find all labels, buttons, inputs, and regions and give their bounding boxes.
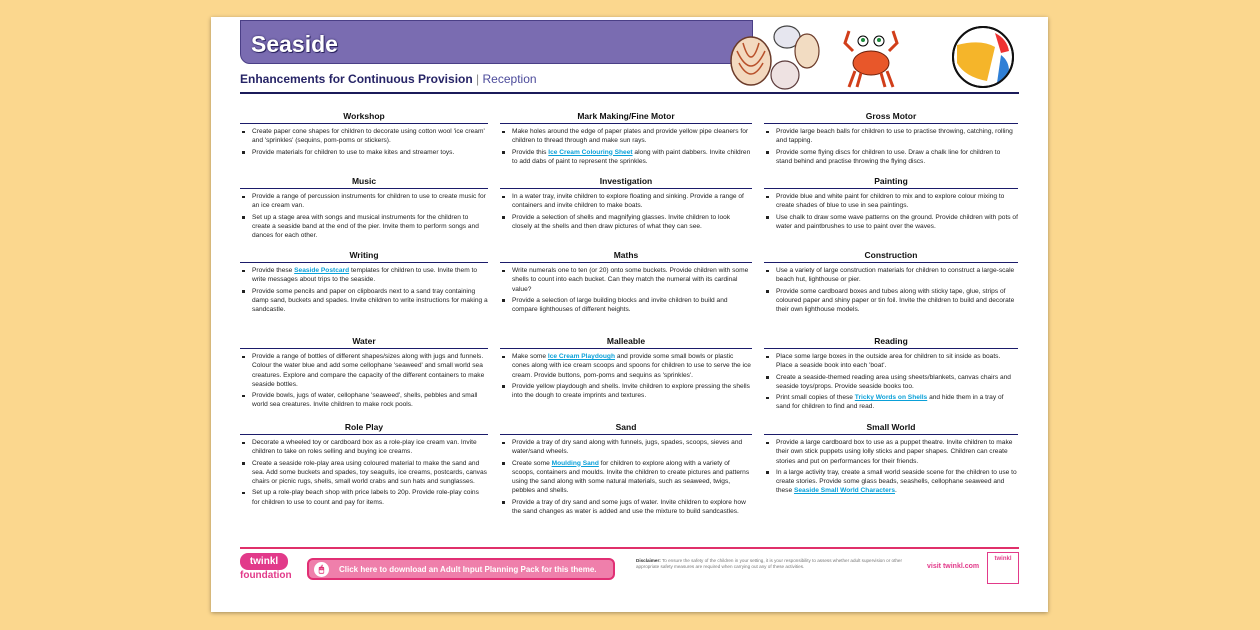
section-heading: Malleable [500, 336, 752, 349]
subtitle: Enhancements for Continuous Provision | Reception [240, 72, 537, 86]
subtitle-main: Enhancements for Continuous Provision [240, 72, 473, 86]
section-maths [500, 250, 752, 316]
list-item [764, 287, 1018, 315]
subtitle-level: Reception [482, 72, 537, 86]
item-text: In a large activity tray, create a small world seaside scene for the children to use to create stories. Provide some glass beads, seashells, cellophane seaweed and these [776, 468, 1017, 495]
title-banner [240, 20, 753, 64]
beach-ball-illustration [951, 25, 1015, 89]
list-item [500, 438, 752, 457]
item-text: Print small copies of these [776, 394, 855, 402]
list-item [764, 373, 1018, 392]
section-heading: Small World [764, 422, 1018, 435]
section-heading: Reading [764, 336, 1018, 349]
item-text: Provide this [512, 148, 549, 156]
item-text: for children to explore along with a variety of scoops, containers and moulds. Invite the children to create pictures and patterns using the sand along with some natural materials, such as seaweed, twigs, pebbles and shells. [512, 459, 750, 495]
item-text: Provide a range of percussion instruments for children to use to create music for an ice cream van. [252, 193, 486, 210]
list-item [240, 266, 488, 285]
section-heading: Construction [764, 250, 1018, 263]
section-heading: Water [240, 336, 488, 349]
item-text: Create paper cone shapes for children to decorate using cotton wool 'ice cream' and 'sprinkles' (sequins, pom-poms or stickers). [252, 128, 485, 145]
activity-list [764, 266, 1018, 314]
item-text: Create a seaside role-play area using coloured material to make the sand and sea. Add some buckets and spades, toy seagulls, ice creams, postcards, canvas chairs or picnic rugs, shells, small world crabs and sun hats and sunglasses. [252, 459, 487, 486]
resource-link[interactable]: Seaside Small World Characters [793, 487, 895, 495]
section-water [240, 336, 488, 412]
item-text: Provide a tray of dry sand along with funnels, jugs, spades, scoops, sieves and water/sand wheels. [512, 439, 743, 456]
item-text: Make holes around the edge of paper plates and provide yellow pipe cleaners for children to thread through and make sun rays. [512, 128, 749, 145]
visit-twinkl-link[interactable]: visit twinkl.com [927, 563, 980, 570]
list-item [500, 382, 752, 401]
list-item [764, 468, 1018, 496]
section-heading: Workshop [240, 111, 488, 124]
list-item [500, 192, 752, 211]
item-text: and provide some small bowls or plastic cones along with ice cream scoops and spoons for children to use to serve the ice cream. Provide buttons, pom-poms and sequins as 'sprinkles'. [512, 353, 751, 379]
item-text: In a water tray, invite children to explore floating and sinking. Provide a range of containers and invite children to make boats. [512, 193, 744, 210]
list-item [764, 148, 1018, 167]
list-item [764, 352, 1018, 371]
item-text: Provide some flying discs for children to use. Draw a chalk line for children to stand behind and practise throwing the flying discs. [776, 148, 1001, 165]
list-item [500, 498, 752, 517]
list-item [240, 287, 488, 315]
activity-list [500, 192, 752, 231]
activity-list [500, 352, 752, 400]
list-item [240, 438, 488, 457]
activity-list [240, 127, 488, 157]
list-item [764, 127, 1018, 146]
list-item [500, 266, 752, 294]
item-text: Provide a selection of large building blocks and invite children to build and compare lighthouses of different heights. [512, 296, 728, 314]
section-heading: Maths [500, 250, 752, 263]
section-heading: Sand [500, 422, 752, 435]
list-item [240, 192, 488, 211]
list-item [500, 296, 752, 315]
item-text: Provide blue and white paint for children to mix and to explore colour mixing to create shades of blue to use in sea paintings. [776, 193, 1005, 210]
item-text: along with paint dabbers. Invite children to add dabs of paint to represent the sprinkles. [512, 148, 751, 165]
item-text: Provide a range of bottles of different shapes/sizes along with jugs and funnels. Colour the water blue and add some cellophane 'seaweed' and small world sea creatures. Explore and compare the capacity of the different containers to make seaside bottles. [252, 353, 485, 388]
item-text: . [895, 487, 897, 495]
twinkl-badge-logo: twinkl [987, 552, 1019, 584]
list-item [500, 213, 752, 232]
list-item [240, 148, 488, 157]
list-item [764, 213, 1018, 232]
section-investigation [500, 176, 752, 233]
shells-illustration [729, 21, 821, 91]
header-rule [240, 92, 1019, 94]
activity-list [500, 266, 752, 314]
list-item [240, 391, 488, 410]
section-workshop [240, 111, 488, 159]
item-text: Provide yellow playdough and shells. Invite children to explore pressing the shells into the dough to create imprints and textures. [512, 382, 750, 400]
item-text: Provide bowls, jugs of water, cellophane 'seaweed', shells, pebbles and small world sea creatures. Invite children to make rock pools. [252, 392, 478, 409]
item-text: Provide these [252, 267, 295, 274]
item-text: Provide some cardboard boxes and tubes along with sticky tape, glue, strips of coloured paper and shiny paper or tin foil. Invite the children to build and decorate their own lighthouse models. [776, 287, 1015, 314]
activity-list [240, 192, 488, 240]
section-heading: Investigation [500, 176, 752, 189]
section-construction [764, 250, 1018, 316]
item-text: Provide materials for children to use to make kites and streamer toys. [252, 148, 455, 156]
section-writing [240, 250, 488, 316]
page-title: Seaside [251, 31, 338, 57]
item-text: Make some [512, 353, 548, 360]
item-text: Provide a large cardboard box to use as a puppet theatre. Invite children to make their own stick puppets using lolly sticks and paper shapes. Children can create stories and put on performances for their friends. [776, 439, 1013, 465]
resource-link[interactable]: Moulding Sand [551, 459, 599, 467]
download-button-label: Click here to download an Adult Input Planning Pack for this theme. [339, 564, 597, 574]
activity-list [240, 352, 488, 410]
section-heading: Gross Motor [764, 111, 1018, 124]
item-text: Provide some pencils and paper on clipboards next to a sand tray containing damp sand, buckets and spades. Invite children to write instructions for making a sandcastle. [252, 287, 488, 314]
item-text: Provide a selection of shells and magnifying glasses. Invite children to look closely at the shells and then draw pictures of what they can see. [512, 213, 731, 230]
list-item [764, 393, 1018, 412]
download-planning-pack-button[interactable] [307, 558, 615, 580]
activity-list [764, 438, 1018, 496]
item-text: Write numerals one to ten (or 20) onto some buckets. Provide children with some shells to count into each bucket. Can they match the numeral with its cardinal value? [512, 267, 749, 293]
list-item [240, 213, 488, 241]
resource-link[interactable]: Tricky Words on Shells [854, 394, 928, 402]
item-text: templates for children to use. Invite them to write messages about trips to the seaside. [252, 267, 478, 284]
item-text: Decorate a wheeled toy or cardboard box as a role-play ice cream van. Invite children to take on roles selling and buying ice creams. [252, 439, 477, 456]
resource-link[interactable]: Seaside Postcard [294, 267, 350, 274]
list-item [764, 438, 1018, 466]
section-heading: Painting [764, 176, 1018, 189]
mouse-icon: 🖱 [314, 562, 329, 577]
item-text: Use chalk to draw some wave patterns on the ground. Provide children with pots of water and paintbrushes to use to paint over the waves. [776, 213, 1018, 230]
activity-list [500, 438, 752, 516]
document-page [211, 17, 1048, 612]
list-item [500, 352, 752, 380]
section-gross-motor [764, 111, 1018, 168]
list-item [500, 127, 752, 146]
section-heading: Writing [240, 250, 488, 263]
section-mark-making-fine-motor [500, 111, 752, 168]
item-text: Provide a tray of dry sand and some jugs of water. Invite children to explore how the sand changes as water is added and use the mixture to build sandcastles. [512, 498, 746, 516]
item-text: Provide large beach balls for children to use to practise throwing, catching, rolling and tapping. [776, 128, 1013, 145]
list-item [764, 192, 1018, 211]
list-item [240, 127, 488, 146]
disclaimer: Disclaimer: To ensure the safety of the children in your setting, it is your responsibility to assess whether adult supervision or other appropriate safety measures are required when carrying out any of these activities. [636, 558, 902, 569]
section-heading: Music [240, 176, 488, 189]
twinkl-foundation-logo[interactable]: twinkl foundation [240, 553, 288, 591]
section-music [240, 176, 488, 242]
list-item [764, 266, 1018, 285]
item-text: Create a seaside-themed reading area using sheets/blankets, canvas chairs and seaside toys/props. Provide seaside books too. [776, 373, 1011, 390]
activity-list [764, 352, 1018, 412]
activity-list [240, 266, 488, 314]
item-text: Set up a stage area with songs and musical instruments for the children to create a seaside band at the end of the pier. Invite them to perform songs and dances for each other. [252, 213, 479, 240]
section-malleable [500, 336, 752, 402]
list-item [240, 352, 488, 389]
list-item [500, 459, 752, 496]
section-painting [764, 176, 1018, 233]
list-item [500, 148, 752, 167]
item-text: Create some [512, 459, 552, 467]
section-heading: Role Play [240, 422, 488, 435]
list-item [240, 488, 488, 507]
crab-illustration [841, 21, 901, 91]
item-text: and hide them in a tray of sand for children to find and read. [776, 394, 1004, 411]
section-role-play [240, 422, 488, 509]
section-sand [500, 422, 752, 518]
list-item [240, 459, 488, 487]
activity-list [240, 438, 488, 507]
activity-list [764, 192, 1018, 231]
activity-list [500, 127, 752, 166]
resource-link[interactable]: Ice Cream Playdough [547, 353, 615, 360]
item-text: Place some large boxes in the outside area for children to sit inside as boats. Place a seaside book into each 'boat'. [776, 353, 1001, 370]
footer-rule [240, 547, 1019, 549]
section-reading [764, 336, 1018, 414]
section-heading: Mark Making/Fine Motor [500, 111, 752, 124]
item-text: Set up a role-play beach shop with price labels to 20p. Provide role-play coins for children to use to count and pay for items. [252, 489, 479, 506]
activity-list [764, 127, 1018, 166]
section-small-world [764, 422, 1018, 498]
resource-link[interactable]: Ice Cream Colouring Sheet [548, 148, 633, 156]
item-text: Use a variety of large construction materials for children to construct a large-scale beach hut, lighthouse or pier. [776, 267, 1015, 284]
